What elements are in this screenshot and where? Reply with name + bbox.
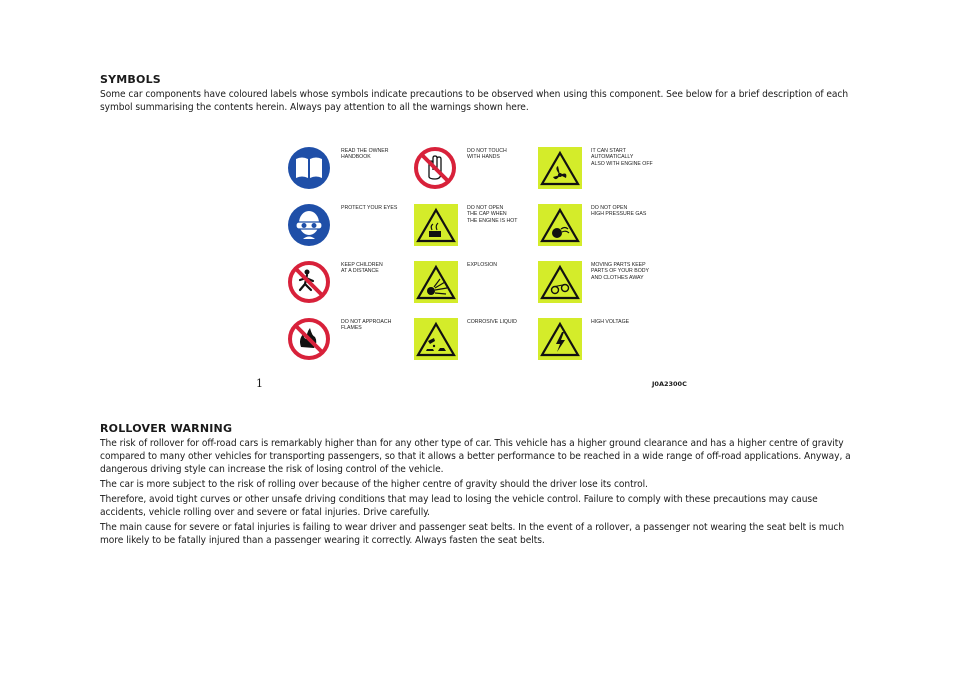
symbol-keep-children-away [287, 258, 412, 306]
book-icon [287, 146, 335, 190]
high-voltage-icon [537, 317, 585, 361]
symbol-protect-eyes [287, 201, 412, 249]
symbol-no-flames [287, 315, 412, 363]
no-flames-icon [287, 317, 335, 361]
symbol-label: CORROSIVE LIQUID [467, 319, 517, 325]
symbol-do-not-touch [413, 144, 538, 192]
fan-icon [537, 146, 585, 190]
corrosive-icon [413, 317, 461, 361]
symbol-label: KEEP CHILDREN AT A DISTANCE [341, 262, 383, 275]
rollover-paragraph: Therefore, avoid tight curves or other unsafe driving conditions that may lead to losing the vehicle control. Failure to comply with these precautions may cause accidents, vehicle rolling over and severe or fatal injuries. Drive carefully. [100, 494, 818, 519]
symbol-label: DO NOT TOUCH WITH HANDS [467, 148, 507, 161]
symbol-label: HIGH VOLTAGE [591, 319, 630, 325]
symbols-heading: SYMBOLS [100, 73, 161, 86]
symbol-label: DO NOT APPROACH FLAMES [341, 319, 392, 332]
symbol-moving-parts [537, 258, 662, 306]
symbols-figure [283, 140, 659, 368]
symbol-label: IT CAN START AUTOMATICALLY ALSO WITH ENGINE OFF [591, 148, 653, 167]
symbol-label: MOVING PARTS KEEP PARTS OF YOUR BODY AND CLOTHES AWAY [591, 262, 649, 281]
no-hands-icon [413, 146, 461, 190]
explosion-icon [413, 260, 461, 304]
rollover-heading: ROLLOVER WARNING [100, 422, 233, 435]
rollover-paragraph: The main cause for severe or fatal injuries is failing to wear driver and passenger seat belts. In the event of a rollover, a passenger not wearing the seat belt is much more likely to be fatally injured than a passenger wearing it correctly. Always fasten the seat belts. [100, 522, 845, 547]
rollover-paragraph: The car is more subject to the risk of rolling over because of the higher centre of gravity should the driver lose its control. [100, 479, 648, 490]
figure-number: 1 [256, 377, 263, 390]
symbol-label: DO NOT OPEN HIGH PRESSURE GAS [591, 205, 647, 218]
figure-code: J0A2300C [652, 380, 687, 388]
symbol-pressure-gas [537, 201, 662, 249]
moving-parts-icon [537, 260, 585, 304]
symbol-hot-cap [413, 201, 538, 249]
symbols-intro: Some car components have coloured labels whose symbols indicate precautions to be observed when using this component. See below for a brief description of each symbol summarising the contents herein. Always pay attention to all the warnings shown here. [100, 89, 849, 114]
no-children-icon [287, 260, 335, 304]
symbol-explosion [413, 258, 538, 306]
symbol-label: READ THE OWNER HANDBOOK [341, 148, 389, 161]
rollover-paragraph: The risk of rollover for off-road cars is remarkably higher than for any other type of car. This vehicle has a higher ground clearance and has a higher centre of gravity compared to many other vehicles for transporting passengers, so that it allows a better performance to be reached in a wide range of off-road applications. Anyway, a dangerous driving style can increase the risk of losing control of the vehicle. [100, 438, 851, 476]
hot-cap-icon [413, 203, 461, 247]
symbol-label: PROTECT YOUR EYES [341, 205, 398, 211]
symbol-high-voltage [537, 315, 662, 363]
symbol-label: DO NOT OPEN THE CAP WHEN THE ENGINE IS HOT [467, 205, 518, 224]
symbol-corrosive [413, 315, 538, 363]
goggles-icon [287, 203, 335, 247]
symbol-read-handbook [287, 144, 412, 192]
symbol-auto-start [537, 144, 662, 192]
symbol-label: EXPLOSION [467, 262, 497, 268]
pressure-gas-icon [537, 203, 585, 247]
